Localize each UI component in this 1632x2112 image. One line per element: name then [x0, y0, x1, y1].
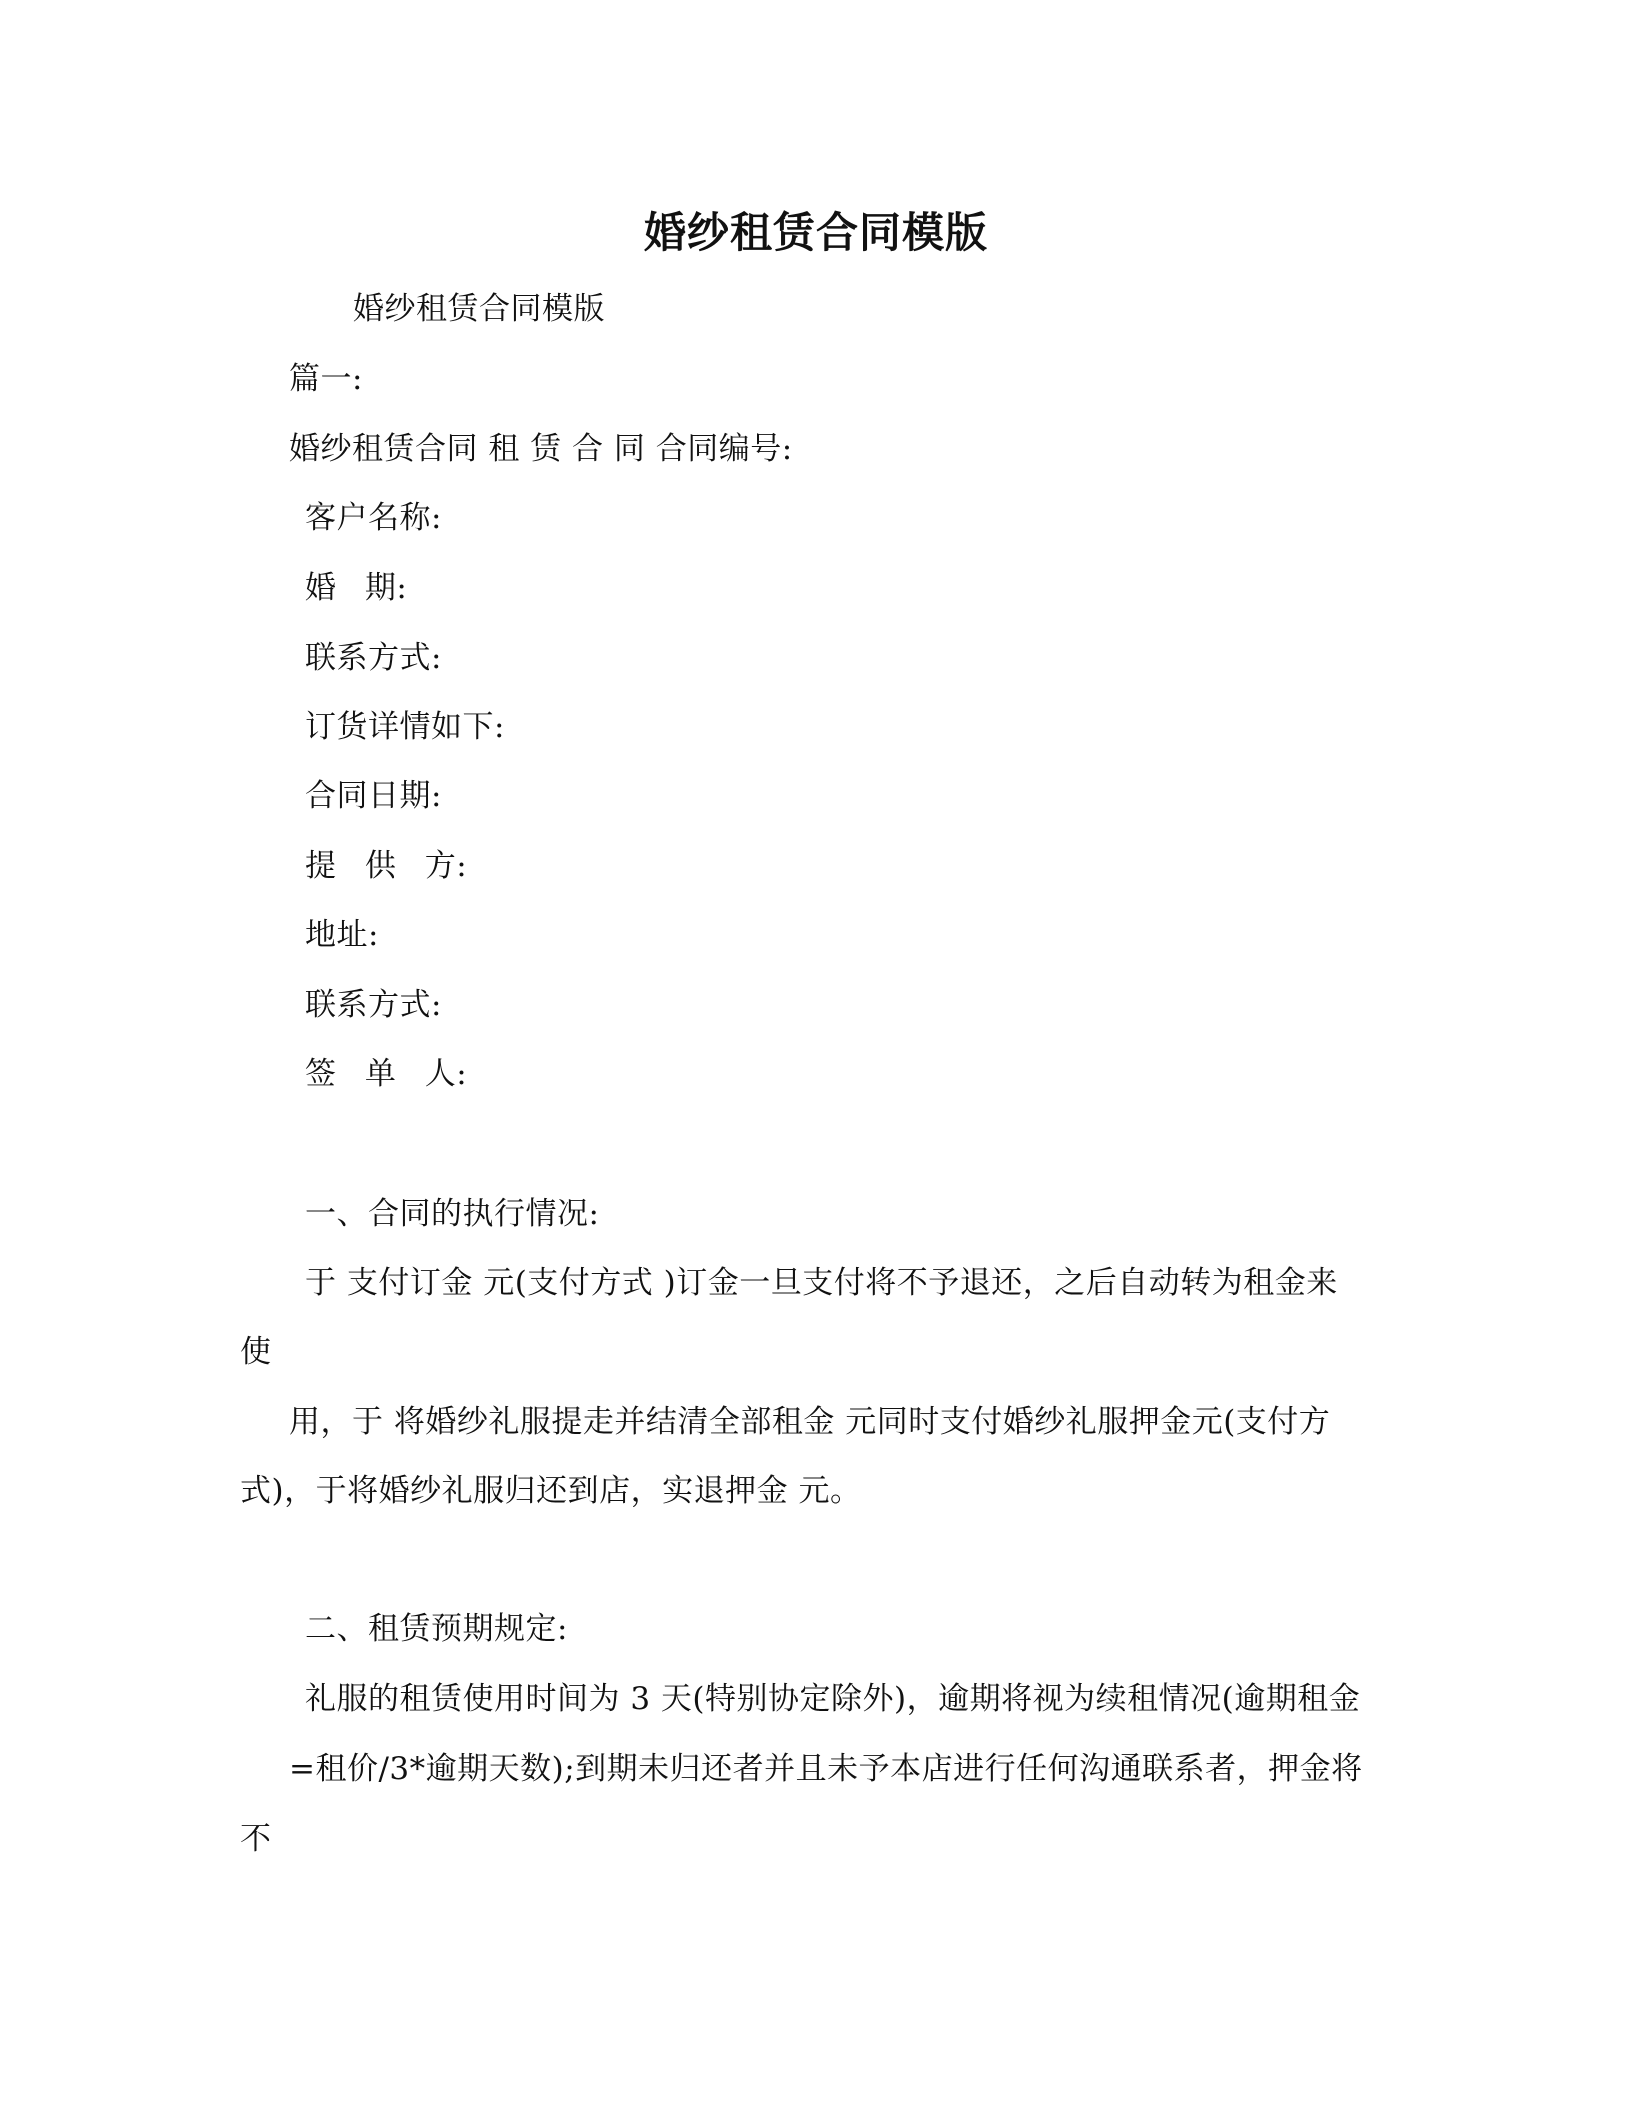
section-2-line: 礼服的租赁使用时间为 3 天(特别协定除外)，逾期将视为续租情况(逾期租金 [305, 1681, 1361, 1717]
field-contract-date: 合同日期: [305, 778, 442, 814]
field-wedding-date: 婚 期: [305, 570, 408, 606]
section-1-line: 使 [240, 1334, 272, 1370]
contract-heading-line: 婚纱租赁合同 租 赁 合 同 合同编号: [289, 431, 793, 467]
field-address: 地址: [305, 917, 379, 953]
section-1-line: 于 支付订金 元(支付方式 )订金一旦支付将不予退还，之后自动转为租金来 [305, 1265, 1338, 1301]
section-2-line: 不 [240, 1821, 272, 1857]
section-1-line: 式)，于将婚纱礼服归还到店，实退押金 元。 [240, 1473, 862, 1509]
section-2-heading: 二、租赁预期规定: [305, 1611, 568, 1647]
section-2-line: =租价/3*逾期天数);到期未归还者并且未予本店进行任何沟通联系者，押金将 [289, 1751, 1363, 1787]
field-contact: 联系方式: [305, 640, 442, 676]
field-provider: 提 供 方: [305, 848, 468, 884]
document-subtitle: 婚纱租赁合同模版 [353, 291, 605, 327]
field-customer-name: 客户名称: [305, 500, 442, 536]
part-label: 篇一: [289, 361, 363, 397]
section-1-line: 用，于 将婚纱礼服提走并结清全部租金 元同时支付婚纱礼服押金元(支付方 [289, 1404, 1331, 1440]
field-order-details: 订货详情如下: [305, 709, 505, 745]
section-1-heading: 一、合同的执行情况: [305, 1196, 600, 1232]
field-signer: 签 单 人: [305, 1056, 468, 1092]
document-title: 婚纱租赁合同模版 [643, 208, 988, 257]
field-provider-contact: 联系方式: [305, 987, 442, 1023]
